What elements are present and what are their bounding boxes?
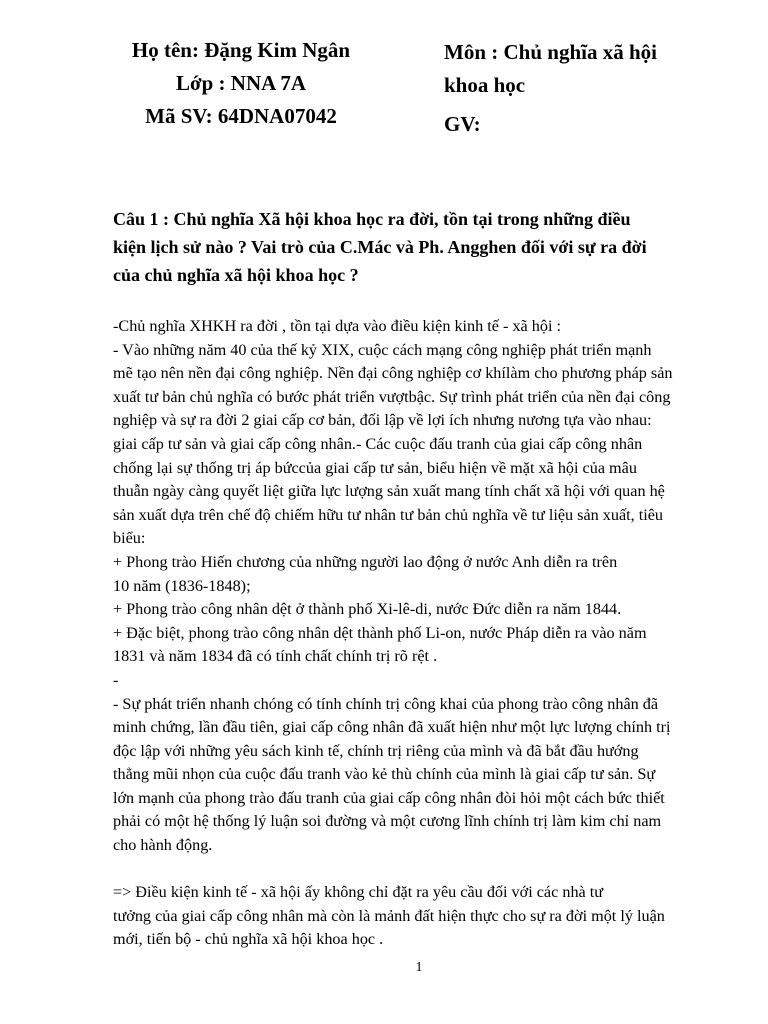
body-line: chống lại sự thống trị áp bứccủa giai cấp tư sản, biểu hiện về mặt xã hội của mâu — [113, 458, 637, 477]
body-line: phải có một hệ thống lý luận soi đường và một cương lĩnh chính trị làm kim chỉ nam — [113, 812, 662, 831]
body-line: - Sự phát triển nhanh chóng có tính chính trị công khai của phong trào công nhân đã — [113, 694, 659, 713]
body-line: + Phong trào công nhân dệt ở thành phố Xi-lê-di, nước Đức diễn ra năm 1844. — [113, 600, 622, 619]
body-line: giai cấp tư sản và giai cấp công nhân.- Các cuộc đấu tranh của giai cấp công nhân — [113, 434, 643, 453]
body-line: + Phong trào Hiến chương của những người lao động ở nước Anh diễn ra trên — [113, 552, 618, 571]
question-line: Câu 1 : Chủ nghĩa Xã hội khoa học ra đời, tồn tại trong những điều — [113, 209, 631, 229]
subject-line-2: khoa học — [444, 73, 526, 97]
body-line: lớn mạnh của phong trào đấu tranh của giai cấp công nhân đòi hỏi một cách bức thiết — [113, 788, 665, 807]
body-line: 10 năm (1836-1848); — [113, 576, 251, 595]
body-line: sản xuất dựa trên chế độ chiếm hữu tư nhân tư bản chủ nghĩa về tư liệu sản xuất, tiêu — [113, 505, 664, 524]
blank-line — [113, 858, 725, 882]
body-line: mẽ tạo nên nền đại công nghiệp. Nền đại công nghiệp cơ khílàm cho phương pháp sản — [113, 364, 673, 383]
body-line: xuất tư bản chủ nghĩa có bước phát triển vượtbậc. Sự trình phát triển của nền đại công — [113, 387, 671, 406]
student-info — [110, 34, 372, 133]
page-number: 1 — [415, 960, 423, 975]
body-line: -Chủ nghĩa XHKH ra đời , tồn tại dựa vào điều kiện kinh tế - xã hội : — [113, 317, 562, 335]
course-info — [444, 36, 744, 141]
body-line: cho hành động. — [113, 836, 213, 855]
question-line: của chủ nghĩa xã hội khoa học ? — [113, 265, 359, 285]
body-line: 1831 và năm 1834 đã có tính chất chính trị rõ rệt . — [113, 647, 438, 666]
student-class: Lớp : NNA 7A — [175, 71, 307, 95]
body-line: mới, tiến bộ - chủ nghĩa xã hội khoa học . — [113, 930, 384, 949]
student-name: Họ tên: Đặng Kim Ngân — [131, 38, 351, 62]
subject-line-1: Môn : Chủ nghĩa xã hội — [444, 40, 657, 64]
question-line: kiện lịch sử nào ? Vai trò của C.Mác và Ph. Angghen đối với sự ra đời — [113, 237, 647, 257]
body-line: => Điều kiện kinh tế - xã hội ấy không chỉ đặt ra yêu cầu đối với các nhà tư — [113, 883, 604, 902]
body-line: nghiệp và sự ra đời 2 giai cấp cơ bản, đối lập về lợi ích nhưng nương tựa vào nhau: — [113, 411, 652, 430]
student-id: Mã SV: 64DNA07042 — [145, 104, 337, 128]
body-line: độc lập với những yêu sách kinh tế, chính trị riêng của mình và đã bắt đầu hướng — [113, 741, 639, 760]
body-line: tưởng của giai cấp công nhân mà còn là mảnh đất hiện thực cho sự ra đời một lý luận — [113, 906, 665, 925]
body-line: biểu: — [113, 529, 146, 548]
answer-body — [113, 315, 725, 952]
body-line: - — [113, 670, 119, 689]
body-line: thẳng mũi nhọn của cuộc đấu tranh vào kẻ thù chính của mình là giai cấp tư sản. Sự — [113, 765, 656, 784]
body-line: minh chứng, lần đầu tiên, giai cấp công nhân đã xuất hiện như một lực lượng chính trị — [113, 718, 671, 737]
body-line: thuẫn ngày càng quyết liệt giữa lực lượng sản xuất mang tính chất xã hội với quan hệ — [113, 482, 665, 501]
body-line: + Đặc biệt, phong trào công nhân dệt thành phố Li-on, nước Pháp diễn ra vào năm — [113, 623, 647, 642]
question-heading — [113, 205, 725, 289]
teacher-label: GV: — [444, 112, 481, 136]
body-line: - Vào những năm 40 của thế kỷ XIX, cuộc cách mạng công nghiệp phát triển mạnh — [113, 340, 652, 359]
